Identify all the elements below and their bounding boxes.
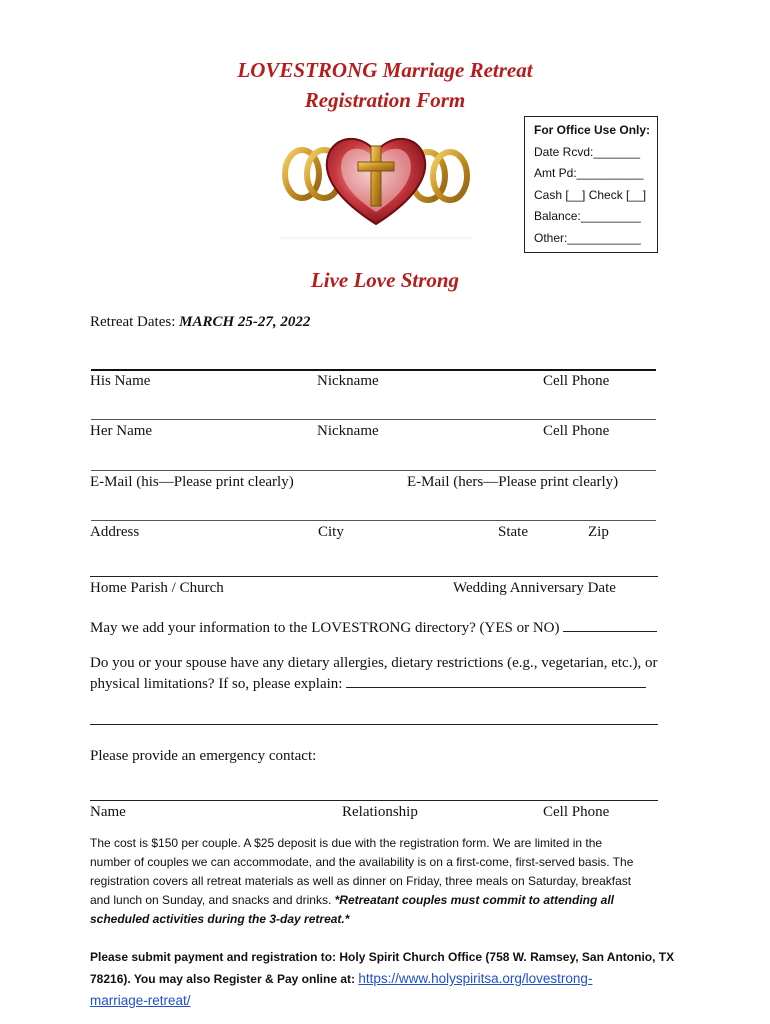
address-line[interactable] — [91, 520, 656, 521]
submit-line-2 — [90, 968, 700, 990]
address-label: Address — [90, 524, 140, 540]
tagline: Live Love Strong — [310, 268, 460, 292]
form-title: LOVESTRONG Marriage Retreat — [237, 58, 533, 82]
emergency-line[interactable] — [90, 800, 658, 801]
cost-line-4-text: and lunch on Sunday, and snacks and drinks. — [90, 893, 332, 907]
submit-line-2-text: 78216). You may also Register & Pay online at: — [90, 972, 355, 986]
cost-line-4 — [90, 891, 690, 910]
office-amt-pd: Amt Pd:__________ — [534, 166, 644, 180]
dietary-question — [90, 675, 646, 693]
her-cell-label: Cell Phone — [543, 423, 610, 439]
emergency-cell-label: Cell Phone — [543, 804, 610, 820]
his-cell-label: Cell Phone — [543, 373, 610, 389]
dietary-question-line2: physical limitations? If so, please explain: — [90, 676, 343, 692]
directory-question-text: May we add your information to the LOVESTRONG directory? (YES or NO) — [90, 620, 560, 636]
form-subtitle: Registration Form — [304, 88, 466, 112]
dietary-answer-line[interactable] — [90, 724, 658, 725]
office-cash-check: Cash [__] Check [__] — [534, 188, 647, 202]
email-his-label: E-Mail (his—Please print clearly) — [90, 474, 294, 490]
cost-paragraph — [90, 834, 690, 929]
emergency-name-label: Name — [90, 804, 126, 820]
directory-answer-blank[interactable] — [563, 619, 657, 632]
his-nickname-label: Nickname — [317, 373, 379, 389]
cost-emphasis-1: *Retreatant couples must commit to attending all — [334, 893, 614, 907]
registration-link-continued[interactable]: marriage-retreat/ — [90, 993, 191, 1008]
state-label: State — [498, 524, 528, 540]
registration-link[interactable]: https://www.holyspiritsa.org/lovestrong- — [358, 971, 593, 986]
cost-emphasis-2: scheduled activities during the 3-day retreat.* — [90, 912, 350, 926]
his-line[interactable] — [91, 369, 656, 371]
retreat-dates — [90, 314, 310, 331]
office-balance: Balance:_________ — [534, 209, 641, 223]
email-line[interactable] — [91, 470, 656, 471]
heart-cross-rings-icon — [278, 124, 474, 242]
office-heading: For Office Use Only: — [534, 123, 651, 137]
her-name-label: Her Name — [90, 423, 153, 439]
email-hers-label: E-Mail (hers—Please print clearly) — [407, 474, 619, 490]
submit-line-3 — [90, 990, 700, 1012]
her-line[interactable] — [91, 419, 656, 420]
office-date-rcvd: Date Rcvd:_______ — [534, 145, 641, 159]
dietary-question-line1: Do you or your spouse have any dietary allergies, dietary restrictions (e.g., vegetarian, etc.), or — [90, 655, 658, 671]
submit-paragraph — [90, 946, 700, 1012]
retreat-dates-label: Retreat Dates: — [90, 314, 176, 330]
dietary-answer-blank[interactable] — [346, 675, 646, 688]
emergency-relationship-label: Relationship — [342, 804, 418, 820]
cost-line-3: registration covers all retreat materials as well as dinner on Friday, three meals on Saturday, breakfast — [90, 874, 632, 888]
her-nickname-label: Nickname — [317, 423, 379, 439]
directory-question — [90, 619, 657, 637]
parish-line[interactable] — [90, 576, 658, 577]
city-label: City — [318, 524, 344, 540]
parish-label: Home Parish / Church — [90, 580, 224, 596]
cost-line-2: number of couples we can accommodate, and the availability is on a first-come, first-served basis. The — [90, 855, 634, 869]
retreat-dates-value: MARCH 25-27, 2022 — [179, 314, 311, 330]
his-name-label: His Name — [90, 373, 151, 389]
anniversary-label: Wedding Anniversary Date — [453, 580, 616, 596]
zip-label: Zip — [588, 524, 609, 540]
submit-line-1: Please submit payment and registration to: Holy Spirit Church Office (758 W. Ramsey, San Antonio, TX — [90, 950, 675, 964]
office-other: Other:___________ — [534, 231, 641, 245]
office-use-box — [524, 116, 658, 253]
emergency-question: Please provide an emergency contact: — [90, 748, 317, 764]
cost-line-1: The cost is $150 per couple. A $25 deposit is due with the registration form. We are limited in the — [90, 836, 603, 850]
